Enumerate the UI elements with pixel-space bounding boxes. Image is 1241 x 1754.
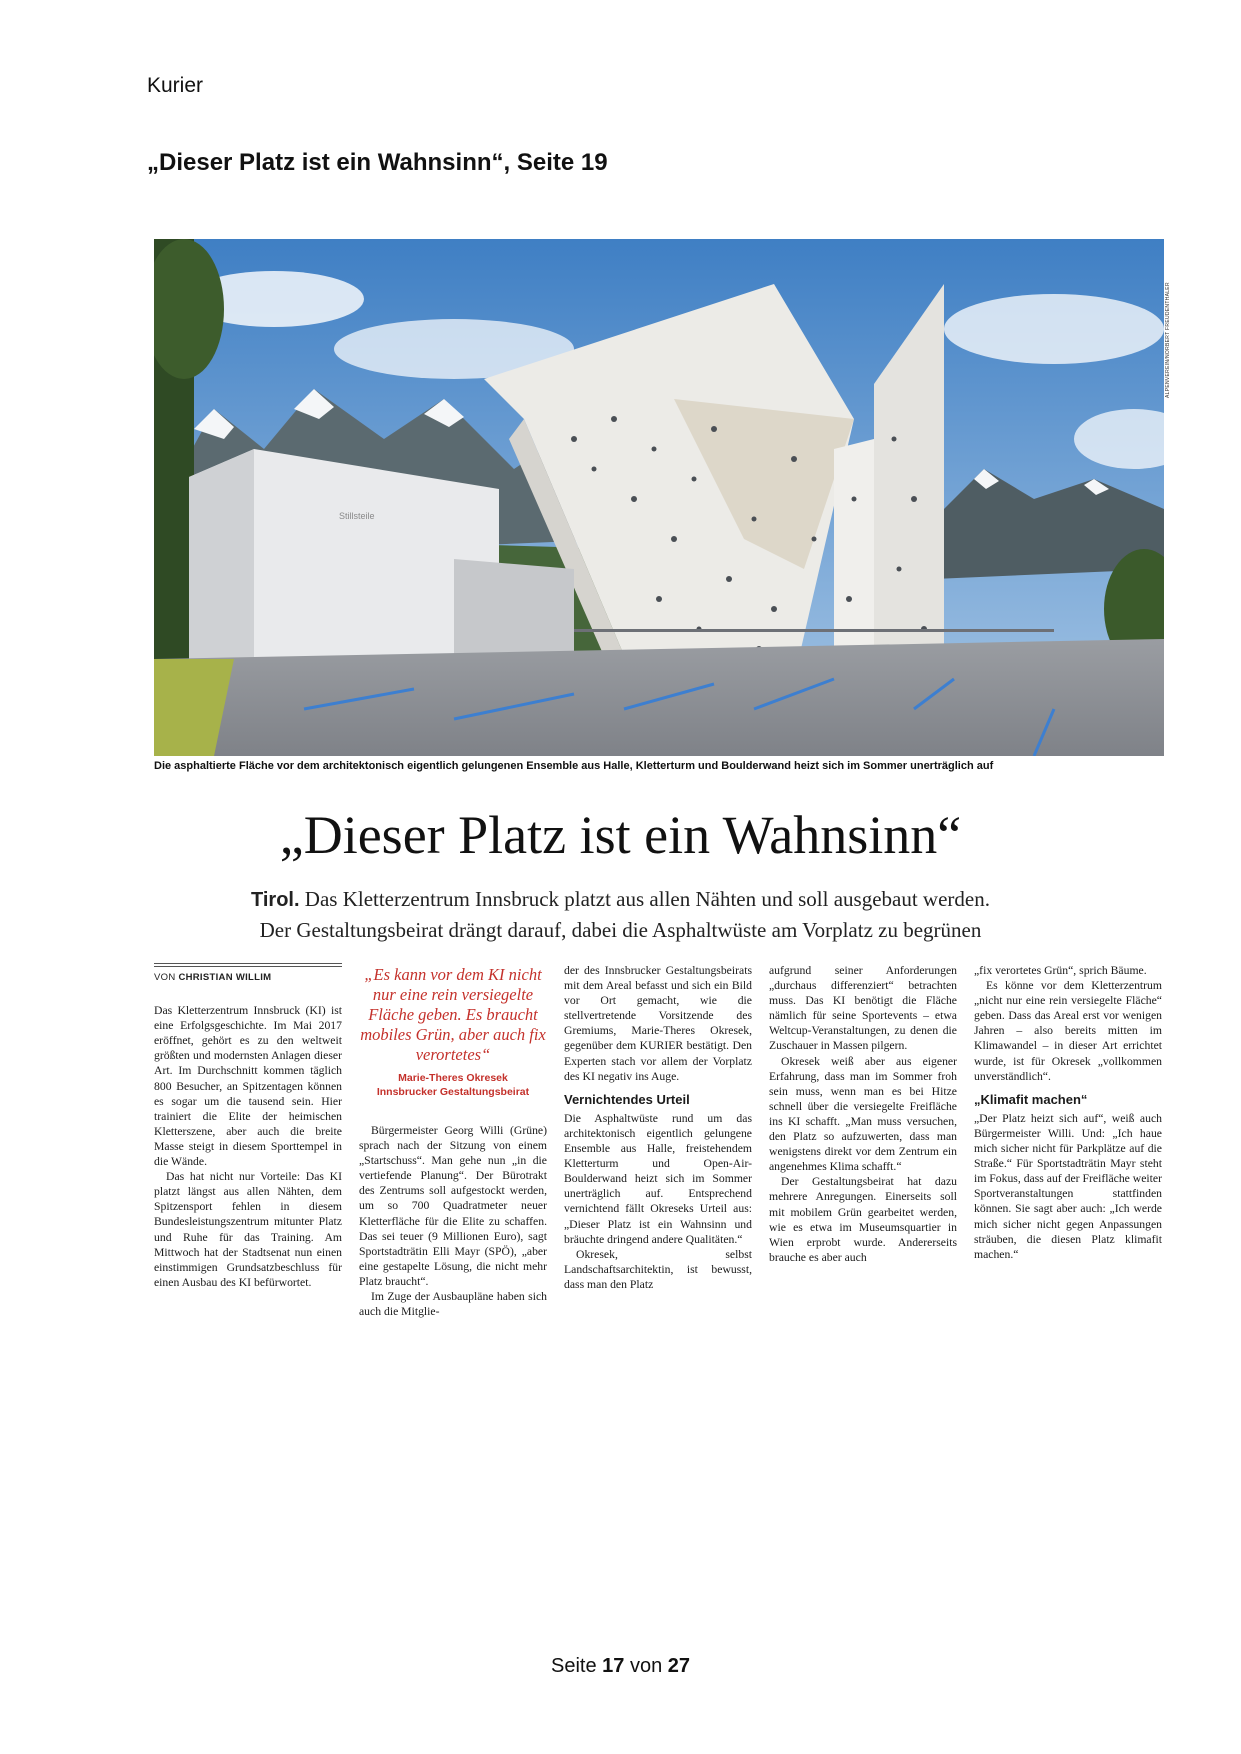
headline: „Dieser Platz ist ein Wahnsinn“ (279, 805, 962, 865)
paragraph: „Der Platz heizt sich auf“, weiß auch Bürgermeister Willi. Und: „Ich haue mich sicher nicht für Parkplätze auf die Straße.“ Für Sportstadträtin Mayr steht im Fokus, dass auf der Freifläche weiter Sportveranstaltungen stattfinden können. Sie sagt aber auch: „Ich werde mich sicher nicht gegen Anpassungen sträuben, die diesen Platz klimafit machen.“ (974, 1111, 1162, 1261)
article-photo (154, 239, 1164, 756)
paragraph: aufgrund seiner Anforderungen „durchaus differenziert“ betrachten muss. Das KI benötigt die Fläche nämlich für seine Sportevents – etwa Weltcup-Veranstaltungen, zu denen die Zuschauer in Massen pilgern. (769, 964, 957, 1053)
photo-caption: Die asphaltierte Fläche vor dem architektonisch eigentlich gelungenen Ensemble aus Halle, Kletterturm und Boulderwand heizt sich im Sommer unerträglich auf (154, 760, 994, 772)
paragraph: „fix verortetes Grün“, sprich Bäume. (974, 964, 1147, 977)
current-page: 17 (602, 1655, 625, 1677)
paragraph: Der Gestaltungsbeirat hat dazu mehrere Anregungen. Einerseits soll mit mobilem Grün gearbeitet werden, wie es etwa im Museumsquartier in Wien erprobt wurde. Andererseits brauche es aber auch (769, 1175, 957, 1264)
pull-quote: „Es kann vor dem KI nicht nur eine rein versiegelte Fläche geben. Es braucht mobiles Grün, aber auch fix verortetes“ (360, 965, 546, 1064)
lead-line-2: Der Gestaltungsbeirat drängt darauf, dabei die Asphaltwüste am Vorplatz zu begrünen (259, 918, 982, 942)
lead-paragraph (0, 884, 1241, 945)
building-sign: Stillsteile (339, 511, 375, 521)
paragraph: Im Zuge der Ausbaupläne haben sich auch die Mitglie- (359, 1290, 547, 1319)
paragraph: Das Kletterzentrum Innsbruck (KI) ist eine Erfolgsgeschichte. Im Mai 2017 eröffnet, gehört es zu den weltweit größten und modernsten Anlagen dieser Art. Im Durchschnitt kommen täglich 800 Besucher, an Spitzentagen können es sogar um die tausend sein. Hier trainiert die Elite der heimischen Kletterszene, aber auch die breite Masse steigt in diesem Sporttempel in die Wände. (154, 1004, 342, 1169)
column-2 (359, 963, 547, 1319)
paragraph: Es könne vor dem Kletterzentrum „nicht nur eine rein versiegelte Fläche“ geben. Dass das Areal erst vor wenigen Jahren – also bereits mitten im Klimawandel – in dieser Art errichtet wurde, ist für Okresek „vollkommen unverständlich“. (974, 979, 1162, 1083)
paragraph: Bürgermeister Georg Willi (Grüne) sprach nach der Sitzung von einem „Startschuss“. Man gehe nun „in die vertiefende Planung“. Der Bürotrakt des Zentrums soll aufgestockt werden, um so 700 Quadratmeter neuer Kletterfläche für die Elite zu schaffen. Das sei teuer (9 Millionen Euro), sagt Sportstadträtin Elli Mayr (SPÖ), „aber eine gestapelte Lösung, die nicht mehr Platz braucht“. (359, 1124, 547, 1288)
paragraph: Das hat nicht nur Vorteile: Das KI platzt längst aus allen Nähten, dem Spitzensport fehlen in diesem Bundesleistungszentrum mitunter Platz und Ruhe für das Training. Am Mittwoch hat der Stadtsenat nun einen einstimmigen Grundsatzbeschluss für einen Ausbau des KI befürwortet. (154, 1170, 342, 1289)
article-columns (154, 963, 1164, 1423)
column-3 (564, 963, 752, 1292)
article-reference: „Dieser Platz ist ein Wahnsinn“, Seite 19 (147, 149, 608, 176)
quote-name: Marie-Theres Okresek (398, 1072, 508, 1084)
lead-label: Tirol. (251, 889, 300, 911)
subheading: „Klimafit machen“ (974, 1091, 1088, 1107)
paragraph: Die Asphaltwüste rund um das architektonisch eigentlich gelungene Ensemble aus Halle, freistehendem Kletterturm und Open-Air-Boulderwand heizt sich im Sommer unerträglich auf. Entsprechend vernichtend fällt Okreseks Urteil aus: „Dieser Platz ist ein Wahnsinn und bräuchte dringend andere Qualitäten.“ (564, 1111, 752, 1246)
quote-role: Innsbrucker Gestaltungsbeirat (376, 1086, 530, 1098)
column-5 (974, 963, 1162, 1262)
publication-name: Kurier (147, 74, 204, 97)
paragraph: Okresek, selbst Landschaftsarchitektin, ist bewusst, dass man den Platz (564, 1247, 752, 1291)
subheading: Vernichtendes Urteil (564, 1091, 690, 1107)
byline: VON CHRISTIAN WILLIM (154, 963, 342, 985)
column-4 (769, 963, 957, 1265)
photo-credit: ALPENVEREIN/NORBERT FREUDENTHALER (1165, 282, 1171, 398)
page-footer: Seite 17 von 27 (550, 1655, 691, 1677)
paragraph: Okresek weiß aber aus eigener Erfahrung, dass man im Sommer froh sein muss, wenn man es bei Hitze schnell über die versiegelte Freifläche ins KI schafft. „Man muss versuchen, den Platz so aufzuwerten, dass man wenigstens direkt vor dem Zentrum ein angenehmes Klima schafft.“ (769, 1054, 957, 1174)
paragraph: der des Innsbrucker Gestaltungsbeirats mit dem Areal befasst und sich ein Bild vor Ort gemacht, wie die stellvertretende Vorsitzende des Gremiums, Marie-Theres Okresek, gegenüber dem KURIER bestätigt. Den Experten stach vor allem der Vorplatz des KI negativ ins Auge. (564, 964, 752, 1083)
lead-line-1: Das Kletterzentrum Innsbruck platzt aus allen Nähten und soll ausgebaut werden. (304, 887, 990, 911)
pull-quote-author (359, 1071, 547, 1099)
total-pages: 27 (667, 1655, 691, 1677)
column-1 (154, 963, 342, 1290)
